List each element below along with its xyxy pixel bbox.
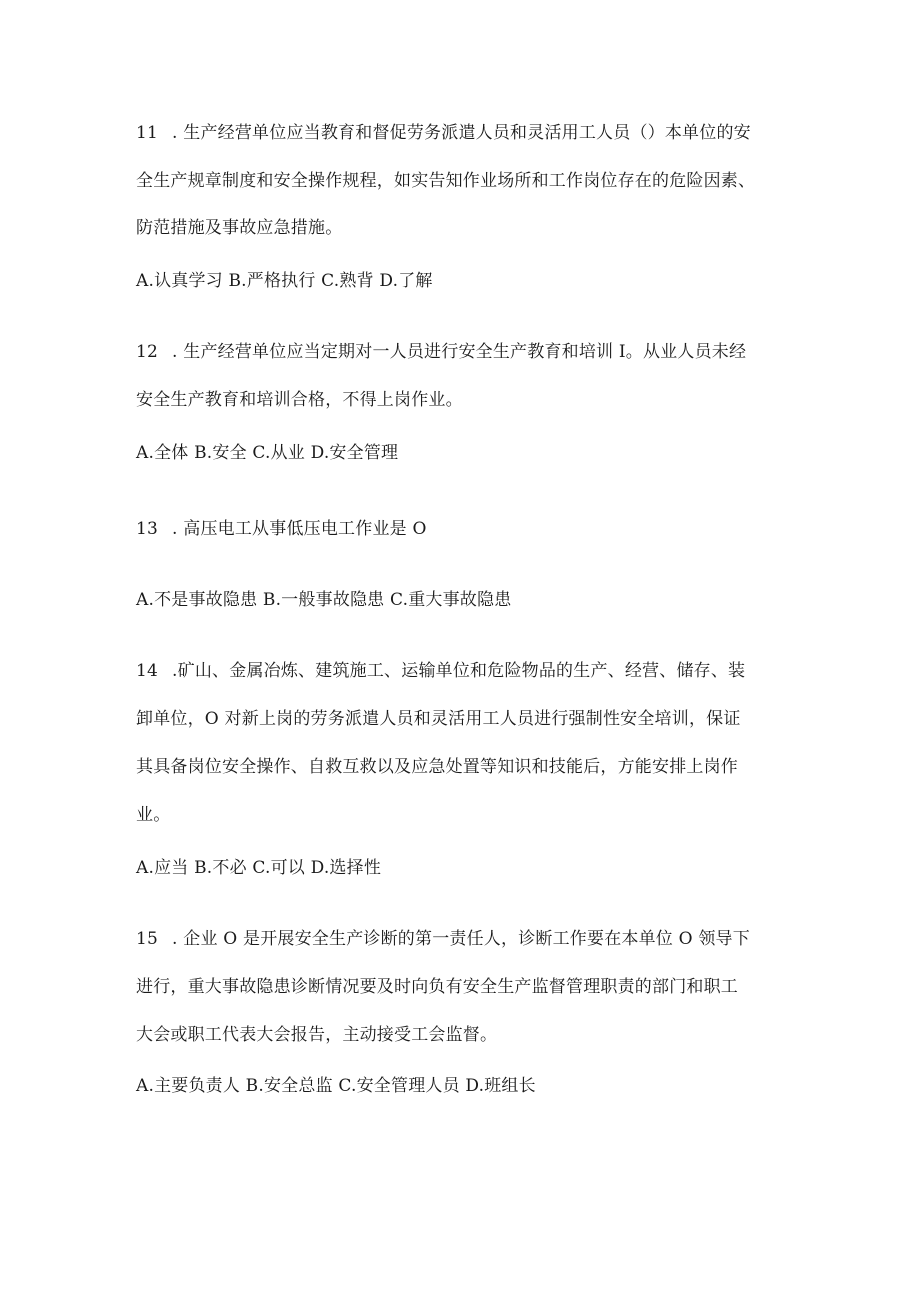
question-12-line-2: 安全生产教育和培训合格，不得上岗作业。 xyxy=(136,390,463,410)
question-11-number: 11 xyxy=(136,123,159,143)
question-13-line-1: 13 . 高压电工从事低压电工作业是 O xyxy=(136,519,427,539)
question-15-line-3: 大会或职工代表大会报告，主动接受工会监督。 xyxy=(136,1025,498,1045)
question-15-number: 15 xyxy=(136,929,159,949)
question-14-line-4: 业。 xyxy=(136,805,171,825)
question-12-options: A.全体 B.安全 C.从业 D.安全管理 xyxy=(136,443,399,463)
question-13-number: 13 xyxy=(136,519,159,539)
question-13-options: A.不是事故隐患 B.一般事故隐患 C.重大事故隐患 xyxy=(136,590,512,610)
question-11-line-1: 11 . 生产经营单位应当教育和督促劳务派遣人员和灵活用工人员（）本单位的安 xyxy=(136,123,751,143)
question-11-line-3: 防范措施及事故应急措施。 xyxy=(136,218,343,238)
question-14-line-3: 其具备岗位安全操作、自救互救以及应急处置等知识和技能后，方能安排上岗作 xyxy=(136,757,738,777)
question-14-number: 14 xyxy=(136,661,159,681)
question-11-line-2: 全生产规章制度和安全操作规程，如实告知作业场所和工作岗位存在的危险因素、 xyxy=(136,171,756,191)
question-14-line-1: 14 .矿山、金属冶炼、建筑施工、运输单位和危险物品的生产、经营、储存、装 xyxy=(136,661,746,681)
question-14-options: A.应当 B.不必 C.可以 D.选择性 xyxy=(136,858,382,878)
question-15-line-2: 进行，重大事故隐患诊断情况要及时向负有安全生产监督管理职责的部门和职工 xyxy=(136,977,738,997)
question-11-options: A.认真学习 B.严格执行 C.熟背 D.了解 xyxy=(136,271,433,291)
question-15-line-1: 15 . 企业 O 是开展安全生产诊断的第一责任人，诊断工作要在本单位 O 领导下 xyxy=(136,929,750,949)
question-12-number: 12 xyxy=(136,342,159,362)
question-12-line-1: 12 . 生产经营单位应当定期对一人员进行安全生产教育和培训 I。从业人员未经 xyxy=(136,342,747,362)
question-15-options: A.主要负责人 B.安全总监 C.安全管理人员 D.班组长 xyxy=(136,1076,536,1096)
question-14-line-2: 卸单位，O 对新上岗的劳务派遣人员和灵活用工人员进行强制性安全培训，保证 xyxy=(136,709,741,729)
